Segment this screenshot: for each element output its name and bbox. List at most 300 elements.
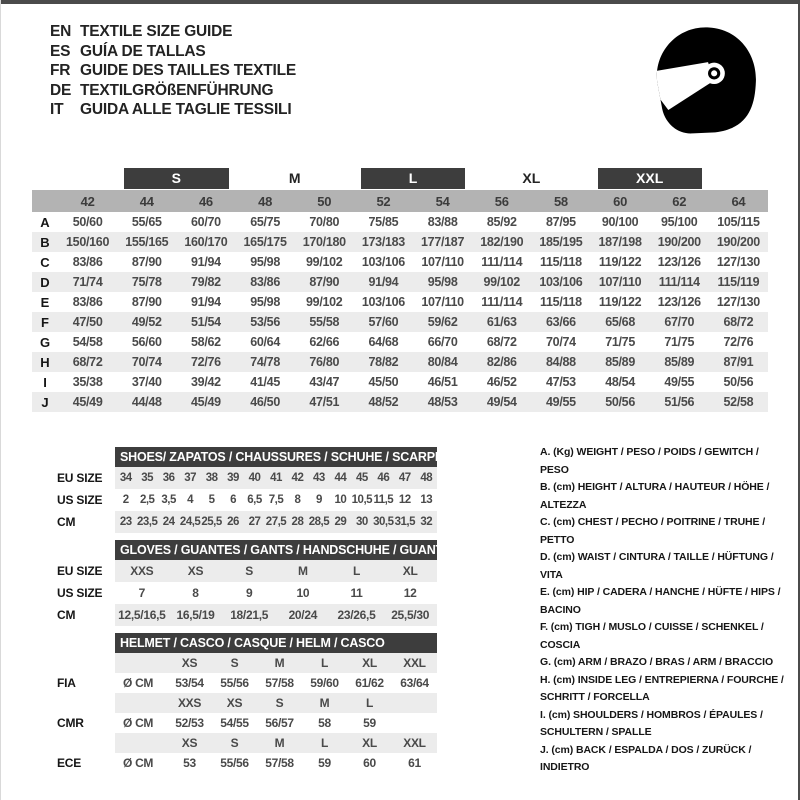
shoes-row-labels	[57, 447, 115, 533]
numeric-size: 54	[435, 193, 450, 209]
measure-row-j	[32, 392, 768, 412]
helmet-size: S	[230, 736, 239, 750]
gloves-cell: 7	[138, 586, 146, 600]
measure-cell: 71/75	[605, 335, 635, 349]
language-code: FR	[50, 62, 71, 79]
shoes-cell: 29	[334, 516, 347, 528]
shoes-cell: 4	[187, 494, 194, 506]
helmet-value-row	[115, 673, 437, 693]
measure-cell: 91/94	[368, 275, 399, 289]
measure-cell: 99/102	[483, 275, 520, 289]
measure-cell: 190/200	[657, 235, 701, 249]
shoes-cell: 27	[248, 516, 261, 528]
measure-cell: 82/86	[486, 355, 517, 369]
measure-cell: 48/52	[368, 395, 399, 409]
gloves-cell: 18/21,5	[230, 608, 269, 622]
gloves-cell: 23/26,5	[337, 608, 376, 622]
letter-size-xl: XL	[522, 169, 541, 186]
helmet-value: 60	[363, 756, 376, 770]
numeric-size: 56	[494, 193, 509, 209]
measure-cell: 78/82	[368, 355, 399, 369]
measure-cell: 103/106	[361, 295, 405, 309]
measure-row-b	[32, 232, 768, 252]
measure-cell: 51/56	[664, 395, 695, 409]
gloves-cell: 9	[245, 586, 253, 600]
shoes-cell: 28	[291, 516, 304, 528]
shoes-row	[115, 511, 437, 533]
numeric-size: 50	[317, 193, 332, 209]
measure-cell: 127/130	[716, 255, 760, 269]
shoes-cell: 46	[377, 472, 390, 484]
gloves-cell: 25,5/30	[391, 608, 430, 622]
shoes-cell: 30	[355, 516, 368, 528]
helmet-label-spacer	[57, 693, 115, 713]
measure-cell: 85/92	[486, 215, 517, 229]
shoes-cell: 11,5	[373, 494, 394, 506]
gloves-table	[115, 540, 447, 626]
measure-cell: 76/80	[309, 355, 340, 369]
measure-cell: 47/50	[72, 315, 103, 329]
shoes-cell: 28,5	[308, 516, 330, 528]
measure-cell: 75/78	[131, 275, 162, 289]
legend-entry: F. (cm) TIGH / MUSLO / CUISSE / SCHENKEL / COSCIA	[540, 621, 764, 651]
helmet-value: 59/60	[310, 676, 339, 690]
measure-cell: 83/88	[427, 215, 458, 229]
legend-entry: H. (cm) INSIDE LEG / ENTREPIERNA / FOURCHE / SCHRITT / FORCELLA	[540, 673, 784, 703]
left-frame-line	[0, 0, 1, 800]
measure-cell: 111/114	[658, 275, 700, 289]
measure-cell: 68/72	[486, 335, 517, 349]
gloves-row-label: EU SIZE	[57, 564, 103, 578]
measure-cell: 62/66	[309, 335, 340, 349]
measure-cell: 60/64	[250, 335, 280, 349]
shoes-cell: 25,5	[201, 516, 222, 528]
top-frame-line	[0, 0, 800, 4]
measure-cell: 72/76	[723, 335, 754, 349]
legend-entry: B. (cm) HEIGHT / ALTURA / HAUTEUR / HÖHE / ALTEZZA	[540, 481, 770, 511]
measure-cell: 71/74	[72, 275, 103, 289]
numeric-size: 58	[553, 193, 568, 209]
measure-cell: 83/86	[72, 295, 103, 309]
measure-cell: 107/110	[421, 255, 464, 269]
shoes-row-label: EU SIZE	[57, 471, 103, 485]
letter-size-l: L	[361, 168, 465, 189]
row-letter: H	[40, 354, 50, 370]
helmet-value: 53	[183, 756, 196, 770]
row-letter: E	[40, 294, 50, 310]
measure-cell: 50/60	[72, 215, 103, 229]
helmet-value: 54/55	[220, 716, 249, 730]
gloves-cell: 10	[296, 586, 310, 600]
title-line-fr	[50, 61, 296, 81]
measure-cell: 46/50	[250, 395, 280, 409]
helmet-value: 52/53	[175, 716, 204, 730]
shoes-cell: 43	[313, 472, 325, 484]
helmet-value-row	[115, 713, 437, 733]
measure-cell: 55/65	[131, 215, 162, 229]
measure-cell: 61/63	[486, 315, 517, 329]
measure-cell: 190/200	[716, 235, 760, 249]
helmet-value: 61/62	[355, 676, 384, 690]
diameter-label: Ø CM	[123, 756, 154, 770]
measure-cell: 80/84	[427, 355, 458, 369]
measure-cell: 83/86	[250, 275, 280, 289]
measure-cell: 119/122	[598, 255, 642, 269]
gloves-cell: M	[297, 564, 308, 578]
measure-cell: 182/190	[480, 235, 524, 249]
measure-cell: 115/118	[540, 295, 582, 309]
numeric-size: 48	[258, 193, 273, 209]
shoes-cell: 5	[208, 494, 215, 506]
gloves-row	[115, 560, 437, 582]
legend-entry: G. (cm) ARM / BRAZO / BRAS / ARM / BRACCIO	[540, 656, 774, 668]
measure-cell: 57/60	[368, 315, 399, 329]
measure-cell: 95/98	[427, 275, 458, 289]
shoes-row-label: US SIZE	[57, 493, 103, 507]
helmet-cert-label: ECE	[57, 756, 82, 770]
measure-row-e	[32, 292, 768, 312]
measure-cell: 185/195	[539, 235, 583, 249]
measure-cell: 99/102	[306, 295, 343, 309]
measure-cell: 35/38	[72, 375, 103, 389]
measure-cell: 67/70	[664, 315, 695, 329]
measure-cell: 68/72	[723, 315, 754, 329]
helmet-size: M	[274, 736, 285, 750]
helmet-value: 58	[318, 716, 331, 730]
measure-cell: 85/89	[605, 355, 635, 369]
measure-cell: 55/58	[309, 315, 340, 329]
measure-cell: 83/86	[72, 255, 103, 269]
row-letter: A	[40, 214, 50, 230]
measure-cell: 53/56	[250, 315, 280, 329]
measure-cell: 49/54	[486, 395, 517, 409]
helmet-size: XL	[362, 656, 377, 670]
language-code: ES	[50, 42, 71, 60]
textile-size-table	[32, 166, 768, 412]
helmet-size-row	[115, 653, 437, 673]
helmet-size: XL	[362, 736, 377, 750]
measure-cell: 87/90	[131, 295, 162, 309]
measure-cell: 115/119	[717, 275, 760, 289]
gloves-title: GLOVES / GUANTES / GANTS / HANDSCHUHE / GUANTI	[115, 540, 437, 560]
numeric-size: 52	[376, 193, 391, 209]
measure-cell: 103/106	[539, 275, 583, 289]
measure-cell: 150/160	[66, 235, 110, 249]
gloves-row	[115, 604, 437, 626]
measure-cell: 47/51	[309, 395, 340, 409]
measure-cell: 177/187	[421, 235, 465, 249]
legend-entry: J. (cm) BACK / ESPALDA / DOS / ZURÜCK / INDIETRO	[540, 743, 752, 773]
shoes-cell: 44	[334, 472, 347, 484]
measure-cell: 111/114	[481, 295, 523, 309]
gloves-rows	[115, 560, 437, 626]
measure-cell: 155/165	[125, 235, 169, 249]
gloves-row-labels	[57, 540, 115, 626]
gloves-cell: XXS	[130, 564, 154, 578]
title-text: GUIDE DES TAILLES TEXTILE	[80, 62, 297, 79]
helmet-size: XS	[181, 656, 198, 670]
gloves-cell: XL	[402, 564, 418, 578]
legend-entry: D. (cm) WAIST / CINTURA / TAILLE / HÜFTUNG / VITA	[540, 551, 774, 581]
shoes-title: SHOES/ ZAPATOS / CHAUSSURES / SCHUHE / SCARPE	[115, 447, 437, 467]
measure-cell: 123/126	[657, 295, 701, 309]
measure-cell: 70/80	[309, 215, 340, 229]
helmet-size: M	[319, 696, 330, 710]
helmet-value: 61	[408, 756, 421, 770]
helmet-section	[57, 633, 437, 773]
language-title-list	[50, 22, 296, 120]
shoes-cell: 31,5	[394, 516, 415, 528]
gloves-cell: XS	[187, 564, 204, 578]
measure-cell: 52/58	[723, 395, 754, 409]
helmet-size: L	[365, 696, 374, 710]
measure-cell: 72/76	[191, 355, 221, 369]
measure-cell: 99/102	[306, 255, 343, 269]
measure-cell: 45/49	[191, 395, 221, 409]
shoes-cell: 47	[398, 472, 411, 484]
diameter-label: Ø CM	[123, 676, 154, 690]
measure-cell: 65/75	[250, 215, 280, 229]
measure-cell: 173/183	[361, 235, 405, 249]
gloves-row-label: CM	[57, 608, 76, 622]
shoes-section	[57, 447, 443, 533]
shoes-cell: 24	[162, 516, 175, 528]
helmet-cert-label: FIA	[57, 676, 76, 690]
measure-cell: 87/90	[131, 255, 162, 269]
measure-cell: 59/62	[427, 315, 458, 329]
legend-entry: A. (Kg) WEIGHT / PESO / POIDS / GEWITCH / PESO	[540, 446, 759, 476]
measure-cell: 56/60	[131, 335, 162, 349]
shoes-cell: 39	[227, 472, 239, 484]
measure-cell: 84/88	[546, 355, 576, 369]
measure-row-d	[32, 272, 768, 292]
shoes-cell: 8	[294, 494, 301, 506]
gloves-cell: 12	[403, 586, 417, 600]
helmet-value: 57/58	[265, 676, 294, 690]
language-code: EN	[50, 23, 72, 40]
helmet-size: L	[320, 736, 329, 750]
shoes-cell: 10,5	[351, 494, 373, 506]
measure-cell: 48/53	[427, 395, 458, 409]
helmet-cert-label: CMR	[57, 716, 84, 730]
row-letter: G	[39, 334, 51, 350]
helmet-value: 59	[363, 716, 376, 730]
shoes-cell: 48	[420, 472, 433, 484]
shoes-cell: 2	[122, 494, 129, 506]
helmet-value: 55/56	[220, 676, 249, 690]
measure-cell: 95/98	[250, 295, 280, 309]
helmet-value: 56/57	[265, 716, 294, 730]
letter-size-s: S	[124, 168, 228, 189]
numeric-size: 44	[139, 193, 154, 209]
helmet-size: S	[230, 656, 239, 670]
measure-cell: 63/66	[546, 315, 576, 329]
shoes-cell: 26	[227, 516, 239, 528]
letter-size-m: M	[288, 169, 301, 186]
measure-cell: 70/74	[131, 355, 162, 369]
numeric-size: 64	[731, 193, 746, 209]
shoes-row	[115, 467, 437, 489]
measure-cell: 45/49	[72, 395, 103, 409]
measure-cell: 187/198	[598, 235, 642, 249]
measure-row-g	[32, 332, 768, 352]
measure-cell: 160/170	[184, 235, 228, 249]
title-text: TEXTILE SIZE GUIDE	[80, 23, 233, 40]
helmet-label-spacer	[57, 733, 115, 753]
gloves-row	[115, 582, 437, 604]
shoes-cell: 10	[334, 494, 347, 506]
helmet-value: 57/58	[265, 756, 294, 770]
numeric-size: 42	[80, 193, 95, 209]
row-letter: B	[40, 234, 50, 250]
title-line-es	[50, 42, 296, 62]
measure-cell: 107/110	[598, 275, 642, 289]
language-code: IT	[50, 101, 64, 118]
row-letter: D	[40, 274, 50, 290]
shoes-cell: 7,5	[268, 494, 284, 506]
gloves-cell: S	[245, 564, 254, 578]
diameter-label: Ø CM	[123, 716, 154, 730]
measure-row-h	[32, 352, 768, 372]
gloves-row-label: US SIZE	[57, 586, 103, 600]
measure-cell: 46/51	[427, 375, 458, 389]
numeric-size: 62	[672, 193, 687, 209]
helmet-size: XS	[181, 736, 198, 750]
numeric-size: 60	[613, 193, 628, 209]
helmet-value: 55/56	[220, 756, 249, 770]
shoes-cell: 41	[270, 472, 282, 484]
title-text: GUIDA ALLE TAGLIE TESSILI	[80, 101, 292, 118]
measure-cell: 123/126	[657, 255, 701, 269]
shoes-cell: 40	[248, 472, 261, 484]
helmet-row-labels	[57, 633, 115, 773]
measure-cell: 65/68	[605, 315, 635, 329]
gloves-cell: 11	[350, 586, 363, 600]
helmet-rows	[115, 653, 437, 773]
measure-cell: 37/40	[131, 375, 162, 389]
gloves-section	[57, 540, 447, 626]
measure-cell: 91/94	[191, 295, 221, 309]
helmet-size: L	[320, 656, 329, 670]
shoes-cell: 42	[291, 472, 304, 484]
measure-cell: 60/70	[191, 215, 221, 229]
shoes-cell: 6,5	[247, 494, 262, 506]
language-code: DE	[50, 81, 72, 99]
measure-cell: 103/106	[361, 255, 405, 269]
helmet-size: M	[274, 656, 285, 670]
letter-size-xxl: XXL	[598, 168, 702, 189]
shoes-cell: 27,5	[265, 516, 287, 528]
measure-row-f	[32, 312, 768, 332]
measure-cell: 85/89	[664, 355, 695, 369]
measure-row-c	[32, 252, 768, 272]
shoes-row	[115, 489, 437, 511]
helmet-label-spacer	[57, 653, 115, 673]
helmet-size: XXL	[403, 736, 426, 750]
helmet-size: XXS	[177, 696, 202, 710]
measure-cell: 95/100	[661, 215, 698, 229]
legend-list	[540, 444, 790, 777]
measure-cell: 49/55	[546, 395, 576, 409]
shoes-cell: 23	[119, 516, 132, 528]
measure-cell: 51/54	[191, 315, 221, 329]
shoes-cell: 24,5	[179, 516, 201, 528]
row-letter: C	[40, 254, 50, 270]
measure-cell: 54/58	[72, 335, 103, 349]
measure-cell: 58/62	[191, 335, 221, 349]
legend-entry: C. (cm) CHEST / PECHO / POITRINE / TRUHE / PETTO	[540, 516, 766, 546]
title-line-en	[50, 22, 296, 42]
helmet-value-row	[115, 753, 437, 773]
measure-cell: 39/42	[191, 375, 221, 389]
textile-table-body	[32, 212, 768, 412]
legend-entry: E. (cm) HIP / CADERA / HANCHE / HÜFTE / HIPS / BACINO	[540, 586, 781, 616]
helmet-size: XXL	[403, 656, 426, 670]
measure-cell: 46/52	[486, 375, 517, 389]
shoes-cell: 30,5	[373, 516, 394, 528]
helmet-size-row	[115, 693, 437, 713]
shoes-cell: 37	[184, 472, 197, 484]
title-text: GUÍA DE TALLAS	[80, 42, 206, 60]
measure-cell: 111/114	[481, 255, 523, 269]
letter-size-row	[32, 166, 768, 190]
measure-cell: 70/74	[546, 335, 576, 349]
measure-cell: 43/47	[309, 375, 340, 389]
gloves-cell: L	[352, 564, 360, 578]
helmet-title: HELMET / CASCO / CASQUE / HELM / CASCO	[115, 633, 437, 653]
measure-cell: 64/68	[368, 335, 399, 349]
legend-entry: I. (cm) SHOULDERS / HOMBROS / ÉPAULES / SCHULTERN / SPALLE	[540, 708, 763, 738]
numeric-size-row	[32, 190, 768, 212]
gloves-cell: 12,5/16,5	[118, 608, 166, 622]
measure-row-a	[32, 212, 768, 232]
helmet-size-row	[115, 733, 437, 753]
row-letter: J	[41, 394, 49, 410]
measure-cell: 71/75	[664, 335, 695, 349]
numeric-size: 46	[198, 193, 213, 209]
shoes-cell: 34	[119, 472, 132, 484]
measure-cell: 107/110	[421, 295, 464, 309]
measure-cell: 75/85	[368, 215, 399, 229]
row-letter: F	[41, 314, 49, 330]
measure-cell: 68/72	[72, 355, 103, 369]
shoes-cell: 12	[398, 494, 411, 506]
measure-cell: 66/70	[427, 335, 458, 349]
shoes-cell: 6	[230, 494, 237, 506]
measure-cell: 127/130	[716, 295, 760, 309]
measure-cell: 165/175	[243, 235, 287, 249]
gloves-cell: 8	[192, 586, 199, 600]
shoes-cell: 35	[141, 472, 154, 484]
helmet-size: XS	[226, 696, 243, 710]
measure-cell: 87/90	[309, 275, 340, 289]
measure-cell: 41/45	[250, 375, 280, 389]
measure-cell: 79/82	[191, 275, 221, 289]
gloves-cell: 16,5/19	[176, 608, 215, 622]
shoes-cell: 3,5	[161, 494, 176, 506]
helmet-table	[115, 633, 437, 773]
measure-cell: 49/52	[131, 315, 162, 329]
title-text: TEXTILGRÖßENFÜHRUNG	[80, 81, 274, 99]
title-line-it	[50, 100, 296, 120]
helmet-value: 63/64	[400, 676, 429, 690]
measure-cell: 45/50	[368, 375, 399, 389]
measure-cell: 91/94	[191, 255, 221, 269]
gloves-cell: 20/24	[288, 608, 318, 622]
measure-cell: 90/100	[601, 215, 639, 229]
row-letter: I	[43, 374, 47, 390]
shoes-cell: 9	[315, 494, 322, 506]
